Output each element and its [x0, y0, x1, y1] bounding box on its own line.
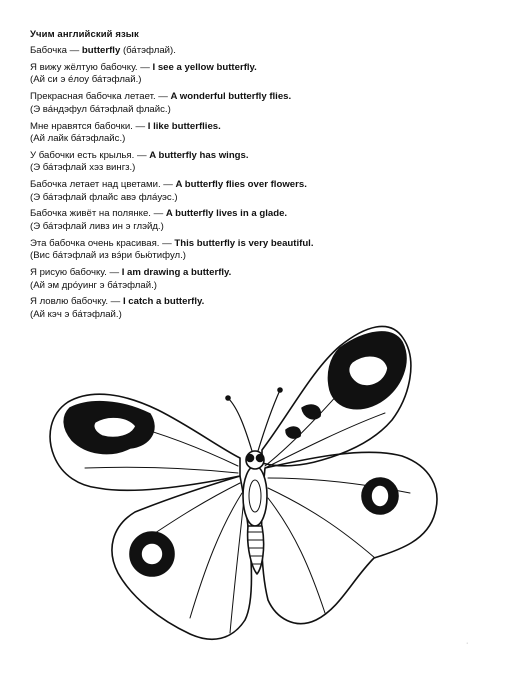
- phrase-transcription: (Ай эм дро́уинг э ба́тэфлай.): [30, 279, 157, 291]
- phrase-transcription: (Ай кэч э ба́тэфлай.): [30, 308, 122, 320]
- phrase-entry: [30, 208, 500, 233]
- butterfly-coloring-icon: [40, 318, 480, 658]
- phrase-english: This butterfly is very beautiful.: [174, 237, 314, 249]
- phrase-russian: Бабочка живёт на полянке. —: [30, 208, 166, 220]
- phrase-transcription: (ба́тэфлай).: [120, 45, 176, 56]
- phrase-russian: Я вижу жёлтую бабочку. —: [30, 61, 153, 73]
- phrase-english: A butterfly lives in a glade.: [165, 208, 288, 220]
- phrase-russian: Я ловлю бабочку. —: [30, 296, 123, 308]
- phrase-entry: [30, 45, 500, 57]
- phrase-entry: [30, 267, 500, 292]
- phrase-russian: Бабочка —: [30, 45, 82, 56]
- phrase-transcription: (Вис ба́тэфлай из вэ́ри бью́тифул.): [30, 250, 187, 262]
- phrase-english: A butterfly flies over flowers.: [175, 179, 307, 191]
- phrase-english: butterfly: [81, 45, 121, 56]
- phrase-transcription: (Э ва́ндэфул ба́тэфлай флайс.): [30, 103, 171, 115]
- phrase-entry: [30, 62, 500, 87]
- phrase-english: I am drawing a butterfly.: [121, 267, 232, 279]
- phrase-transcription: (Ай лайк ба́тэфлайс.): [30, 132, 126, 144]
- phrase-russian: Эта бабочка очень красивая. —: [30, 237, 175, 249]
- phrase-russian: Мне нравятся бабочки. —: [30, 120, 148, 132]
- phrase-transcription: (Э ба́тэфлай флайс авэ фла́уэс.): [30, 191, 178, 203]
- phrase-entry: [30, 238, 500, 263]
- phrase-transcription: (Э ба́тэфлай ливз ин э глэйд.): [30, 220, 164, 232]
- phrase-english: I see a yellow butterfly.: [152, 61, 257, 73]
- phrase-entry: [30, 121, 500, 146]
- phrase-english: A butterfly has wings.: [149, 149, 249, 161]
- phrase-transcription: (Ай си э е́лоу ба́тэфлай.): [30, 74, 142, 86]
- phrase-russian: Бабочка летает над цветами. —: [30, 179, 176, 191]
- phrase-russian: Я рисую бабочку. —: [30, 267, 122, 279]
- phrase-entry: [30, 91, 500, 116]
- phrase-russian: Прекрасная бабочка летает. —: [30, 91, 171, 103]
- phrase-entry: [30, 179, 500, 204]
- phrase-list: [30, 45, 500, 326]
- page-title: Учим английский язык: [30, 29, 139, 40]
- phrase-russian: У бабочки есть крылья. —: [30, 149, 150, 161]
- page-speck: ·: [466, 640, 469, 647]
- phrase-entry: [30, 150, 500, 175]
- phrase-english: I catch a butterfly.: [122, 296, 205, 308]
- phrase-transcription: (Э ба́тэфлай хэз вингз.): [30, 162, 136, 174]
- phrase-english: I like butterflies.: [147, 120, 221, 132]
- phrase-english: A wonderful butterfly flies.: [170, 91, 292, 103]
